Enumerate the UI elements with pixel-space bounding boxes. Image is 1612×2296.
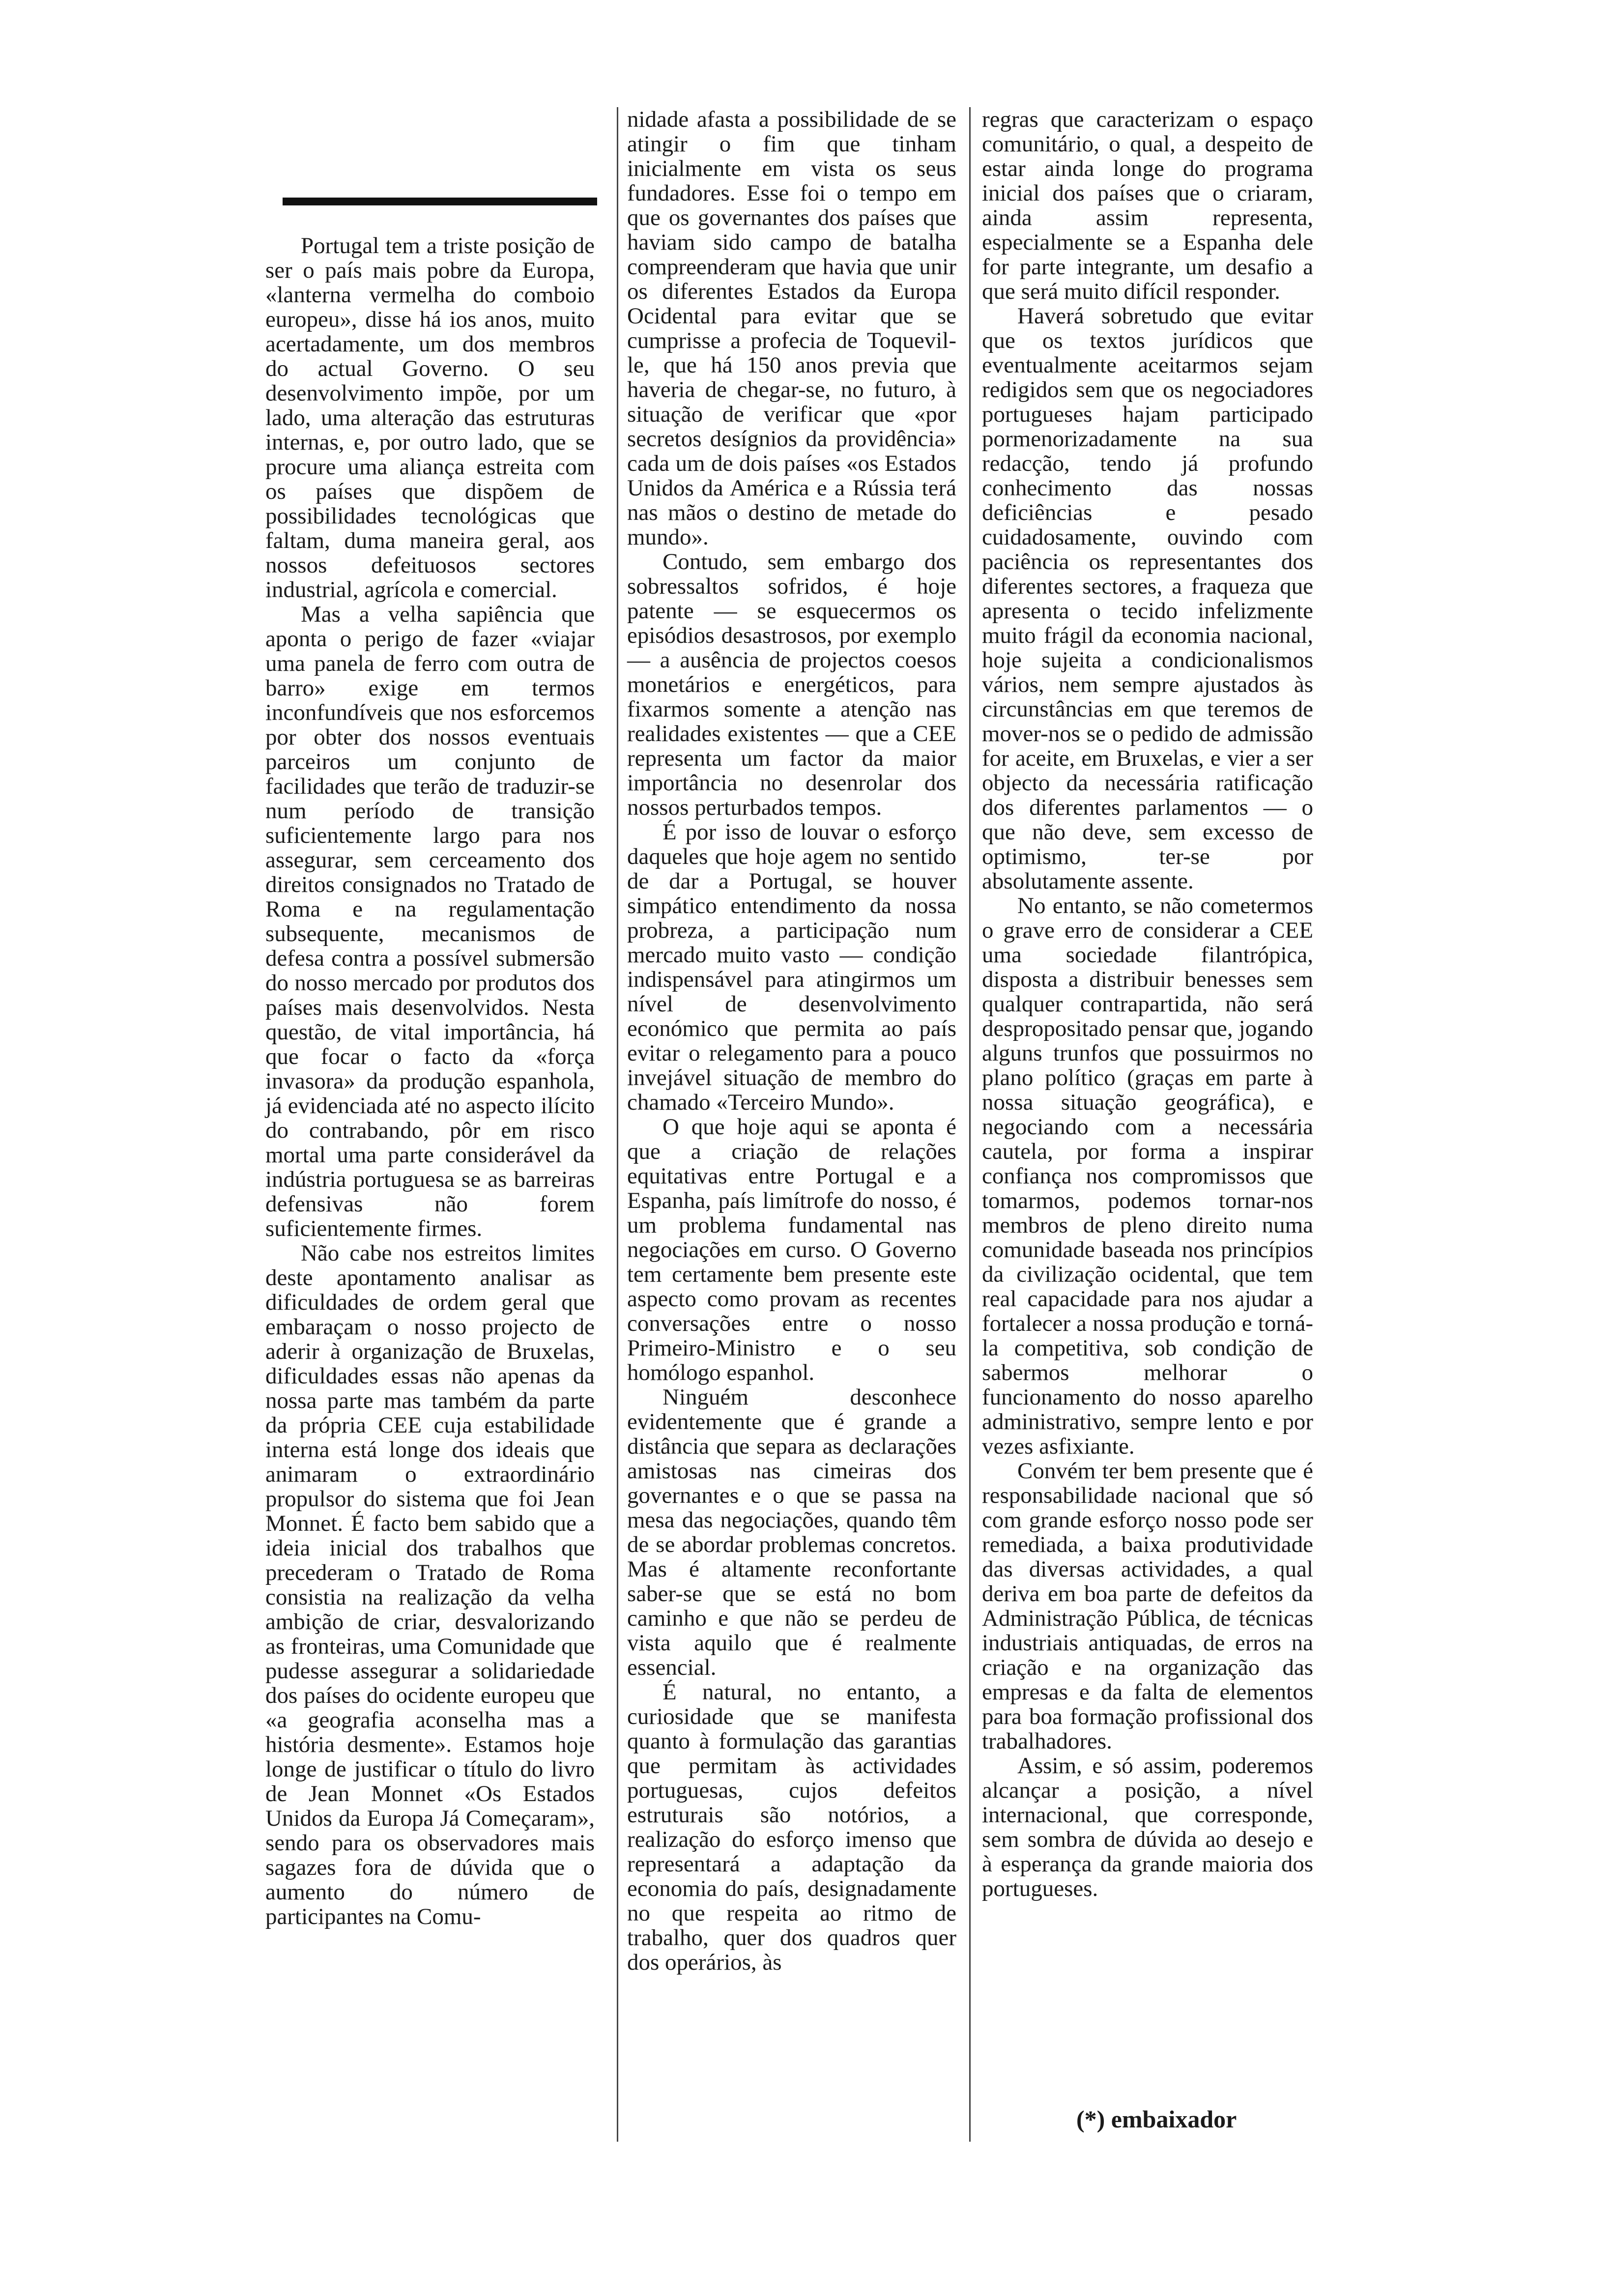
paragraph: nidade afasta a possibilidade de se atingir o fim que tinham inicialmente em vista os seus fundadores. Esse foi o tempo em que os governantes dos países que haviam sido campo de batalha compreenderam que havia que unir os diferentes Estados da Europa Ocidental para evitar que se cumprisse a profecia de Toquevil-le, que há 150 anos previa que haveria de chegar-se, no futuro, à situação de verificar que «por secretos desígnios da providência» cada um de dois países «os Estados Unidos da América e a Rússia terá nas mãos o destino de metade do mundo». — [627, 107, 956, 550]
paragraph: Portugal tem a triste posição de ser o país mais pobre da Europa, «lanterna vermelha do comboio europeu», disse há ios anos, muito acertadamente, um dos membros do actual Governo. O seu desenvolvimento impõe, por um lado, uma alteração das estruturas internas, e, por outro lado, que se procure uma aliança estreita com os países que dispõem de possibilidades tecnológicas que faltam, duma maneira geral, aos nossos defeituosos sectores industrial, agrícola e comercial. — [265, 233, 595, 603]
paragraph: Assim, e só assim, poderemos alcançar a posição, a nível internacional, que corresponde, sem sombra de dúvida ao desejo e à esperança da grande maioria dos portugueses. — [982, 1753, 1313, 1901]
section-rule — [283, 198, 597, 205]
column-divider — [969, 107, 971, 2142]
paragraph: Não cabe nos estreitos limites deste apontamento analisar as dificuldades de ordem geral que embaraçam o nosso projecto de aderir à organização de Bruxelas, dificuldades essas não apenas da nossa parte mas também da parte da própria CEE cuja estabilidade interna está longe dos ideais que animaram o extraordinário propulsor do sistema que foi Jean Monnet. É facto bem sabido que a ideia inicial dos trabalhos que precederam o Tratado de Roma consistia na realização da velha ambição de criar, desvalorizando as fronteiras, uma Comunidade que pudesse assegurar a solidariedade dos países do ocidente europeu que «a geografia aconselha mas a história desmente». Estamos hoje longe de justificar o título do livro de Jean Monnet «Os Estados Unidos da Europa Já Começaram», sendo para os observadores mais sagazes fora de dúvida que o aumento do número de participantes na Comu- — [265, 1240, 595, 1929]
article-column-1 — [265, 233, 595, 1929]
author-signature: (*) embaixador — [1076, 2105, 1237, 2133]
paragraph: No entanto, se não cometermos o grave erro de considerar a CEE uma sociedade filantrópica, disposta a distribuir benesses sem qualquer contrapartida, não será despropositado pensar que, jogando alguns trunfos que possuirmos no plano político (graças em parte à nossa situação geográfica), e negociando com a necessária cautela, por forma a inspirar confiança nos compromissos que tomarmos, podemos tornar-nos membros de pleno direito numa comunidade baseada nos princípios da civilização ocidental, que tem real capacidade para nos ajudar a fortalecer a nossa produção e torná-la competitiva, sob condição de sabermos melhorar o funcionamento do nosso aparelho administrativo, sempre lento e por vezes asfixiante. — [982, 893, 1313, 1459]
paragraph: Mas a velha sapiência que aponta o perigo de fazer «viajar uma panela de ferro com outra de barro» exige em termos inconfundíveis que nos esforcemos por obter dos nossos eventuais parceiros um conjunto de facilidades que terão de traduzir-se num período de transição suficientemente largo para nos assegurar, sem cerceamento dos direitos consignados no Tratado de Roma e na regulamentação subsequente, mecanismos de defesa contra a possível submersão do nosso mercado por produtos dos países mais desenvolvidos. Nesta questão, de vital importância, há que focar o facto da «força invasora» da produção espanhola, já evidenciada até no aspecto ilícito do contrabando, pôr em risco mortal uma parte considerável da indústria portuguesa se as barreiras defensivas não forem suficientemente firmes. — [265, 602, 595, 1241]
paragraph: Ninguém desconhece evidentemente que é grande a distância que separa as declarações amistosas nas cimeiras dos governantes e o que se passa na mesa das negociações, quando têm de se abordar problemas concretos. Mas é altamente reconfortante saber-se que se está no bom caminho e que não se perdeu de vista aquilo que é realmente essencial. — [627, 1384, 956, 1680]
paragraph: Contudo, sem embargo dos sobressaltos sofridos, é hoje patente — se esquecermos os episódios desastrosos, por exemplo — a ausência de projectos coesos monetários e energéticos, para fixarmos somente a atenção nas realidades existentes — que a CEE representa um factor da maior importância no desenrolar dos nossos perturbados tempos. — [627, 549, 956, 820]
paragraph: É natural, no entanto, a curiosidade que se manifesta quanto à formulação das garantias que permitam às actividades portuguesas, cujos defeitos estruturais são notórios, a realização do esforço imenso que representará a adaptação da economia do país, designadamente no que respeita ao ritmo de trabalho, quer dos quadros quer dos operários, às — [627, 1679, 956, 1975]
paragraph: Haverá sobretudo que evitar que os textos jurídicos que eventualmente aceitarmos sejam redigidos sem que os negociadores portugueses hajam participado pormenorizadamente na sua redacção, tendo já profundo conhecimento das nossas deficiências e pesado cuidadosamente, ouvindo com paciência os representantes dos diferentes sectores, a fraqueza que apresenta o tecido infelizmente muito frágil da economia nacional, hoje sujeita a condicionalismos vários, nem sempre ajustados às circunstâncias em que teremos de mover-nos se o pedido de admissão for aceite, em Bruxelas, e vier a ser objecto da necessária ratificação dos diferentes parlamentos — o que não deve, sem excesso de optimismo, ter-se por absolutamente assente. — [982, 303, 1313, 894]
paragraph: Convém ter bem presente que é responsabilidade nacional que só com grande esforço nosso pode ser remediada, a baixa produtividade das diversas actividades, a qual deriva em boa parte de defeitos da Administração Pública, de técnicas industriais antiquadas, de erros na criação e na organização das empresas e da falta de elementos para boa formação profissional dos trabalhadores. — [982, 1458, 1313, 1754]
column-divider — [617, 107, 618, 2142]
paragraph: O que hoje aqui se aponta é que a criação de relações equitativas entre Portugal e a Espanha, país limítrofe do nosso, é um problema fundamental nas negociações em curso. O Governo tem certamente bem presente este aspecto como provam as recentes conversações entre o nosso Primeiro-Ministro e o seu homólogo espanhol. — [627, 1114, 956, 1385]
article-column-2 — [627, 107, 956, 1975]
paragraph: É por isso de louvar o esforço daqueles que hoje agem no sentido de dar a Portugal, se houver simpático entendimento da nossa probreza, a participação num mercado muito vasto — condição indispensável para atingirmos um nível de desenvolvimento económico que permita ao país evitar o relegamento para a pouco invejável situação de membro do chamado «Terceiro Mundo». — [627, 819, 956, 1115]
article-column-3 — [982, 107, 1313, 1901]
paragraph: regras que caracterizam o espaço comunitário, o qual, a despeito de estar ainda longe do programa inicial dos países que o criaram, ainda assim representa, especialmente se a Espanha dele for parte integrante, um desafio a que será muito difícil responder. — [982, 107, 1313, 304]
